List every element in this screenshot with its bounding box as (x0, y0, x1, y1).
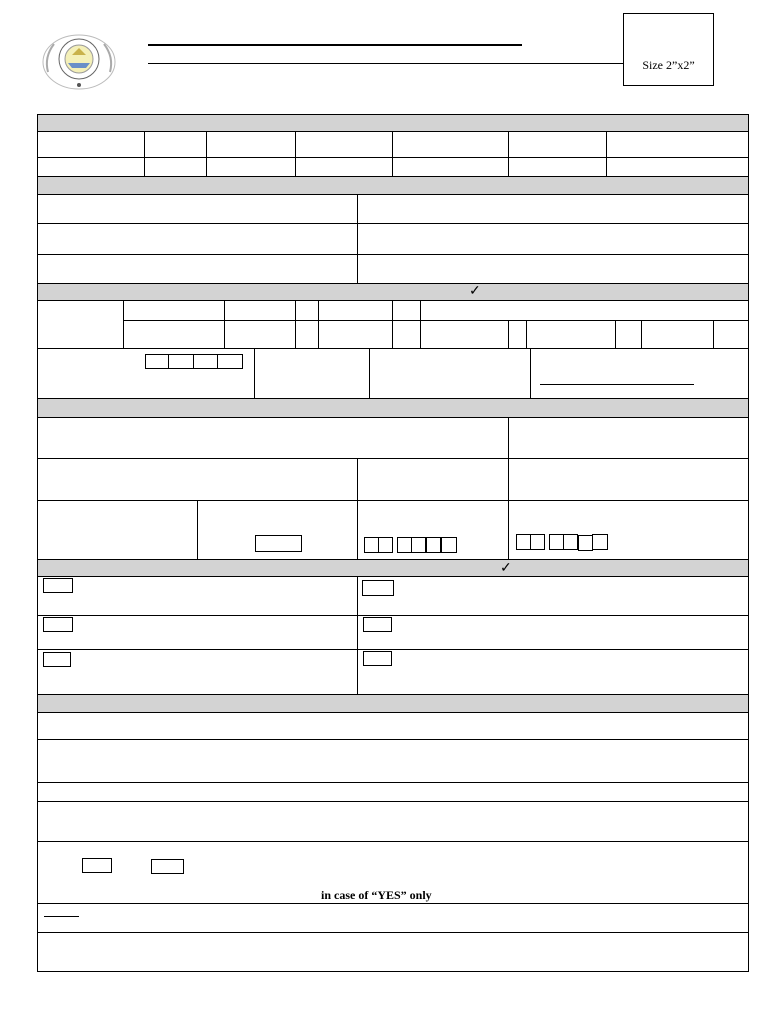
cell-line (318, 301, 319, 348)
section-bar-1 (37, 114, 749, 132)
institution-logo (40, 32, 118, 92)
application-form (37, 114, 749, 972)
row-line (37, 801, 749, 802)
option-checkbox[interactable] (43, 578, 73, 593)
row-line (37, 782, 749, 783)
cell-line (295, 301, 296, 348)
cell-line (508, 132, 509, 176)
cell-line (357, 577, 358, 694)
row-line (37, 223, 749, 224)
digit-box[interactable] (578, 535, 593, 551)
row-line (37, 739, 749, 740)
cell-line (369, 348, 370, 398)
cell-line (508, 320, 509, 348)
digit-box[interactable] (592, 534, 608, 550)
digit-box[interactable] (516, 534, 531, 550)
cell-line (206, 132, 207, 176)
option-checkbox[interactable] (43, 652, 71, 667)
section-bar-5 (37, 559, 749, 577)
row-line (37, 932, 749, 933)
cell-line (615, 320, 616, 348)
digit-box[interactable] (530, 534, 545, 550)
cell-line (526, 320, 527, 348)
entry-box[interactable] (255, 535, 302, 552)
digit-box[interactable] (168, 354, 194, 369)
cell-line (295, 132, 296, 176)
cell-line (713, 320, 714, 348)
digit-box[interactable] (411, 537, 426, 553)
institution-seal-icon (40, 32, 118, 92)
section-bar-3 (37, 283, 749, 301)
digit-box[interactable] (397, 537, 412, 553)
row-line (37, 500, 749, 501)
cell-line (508, 418, 509, 559)
cell-line (197, 500, 198, 559)
digit-box[interactable] (549, 534, 564, 550)
cell-line (254, 348, 255, 398)
row-line (37, 615, 749, 616)
section-bar-4 (37, 398, 749, 418)
section-bar-2 (37, 176, 749, 195)
option-checkbox[interactable] (362, 580, 394, 596)
digit-box[interactable] (145, 354, 169, 369)
checkmark-icon: ✓ (469, 284, 481, 299)
form-title-line (148, 44, 522, 46)
option-checkbox[interactable] (363, 617, 392, 632)
cell-line (224, 301, 225, 348)
signature-line (540, 384, 694, 385)
option-checkbox[interactable] (363, 651, 392, 666)
digit-box[interactable] (378, 537, 393, 553)
yes-checkbox[interactable] (82, 858, 112, 873)
photo-box (623, 13, 714, 86)
cell-line (123, 301, 124, 348)
option-checkbox[interactable] (43, 617, 73, 632)
row-line (37, 841, 749, 842)
digit-box[interactable] (217, 354, 243, 369)
row-line (37, 458, 749, 459)
digit-box[interactable] (426, 537, 441, 553)
cell-line (392, 132, 393, 176)
cell-line (357, 458, 358, 559)
digit-box[interactable] (193, 354, 218, 369)
yes-only-note: in case of “YES” only (321, 888, 432, 902)
row-line (123, 320, 749, 321)
checkmark-icon: ✓ (500, 561, 512, 576)
digit-box[interactable] (364, 537, 379, 553)
no-checkbox[interactable] (151, 859, 184, 874)
photo-size-label: Size 2”x2” (642, 58, 695, 72)
form-subtitle-line (148, 63, 624, 64)
digit-box[interactable] (563, 534, 578, 550)
cell-line (357, 195, 358, 283)
cell-line (392, 301, 393, 348)
row-line (37, 903, 749, 904)
row-line (37, 254, 749, 255)
cell-line (530, 348, 531, 398)
cell-line (420, 301, 421, 348)
cell-line (606, 132, 607, 176)
section-bar-6 (37, 694, 749, 713)
short-underline (44, 916, 79, 917)
row-line (37, 649, 749, 650)
row-line (37, 348, 749, 349)
cell-line (144, 132, 145, 176)
digit-box[interactable] (441, 537, 457, 553)
cell-line (641, 320, 642, 348)
